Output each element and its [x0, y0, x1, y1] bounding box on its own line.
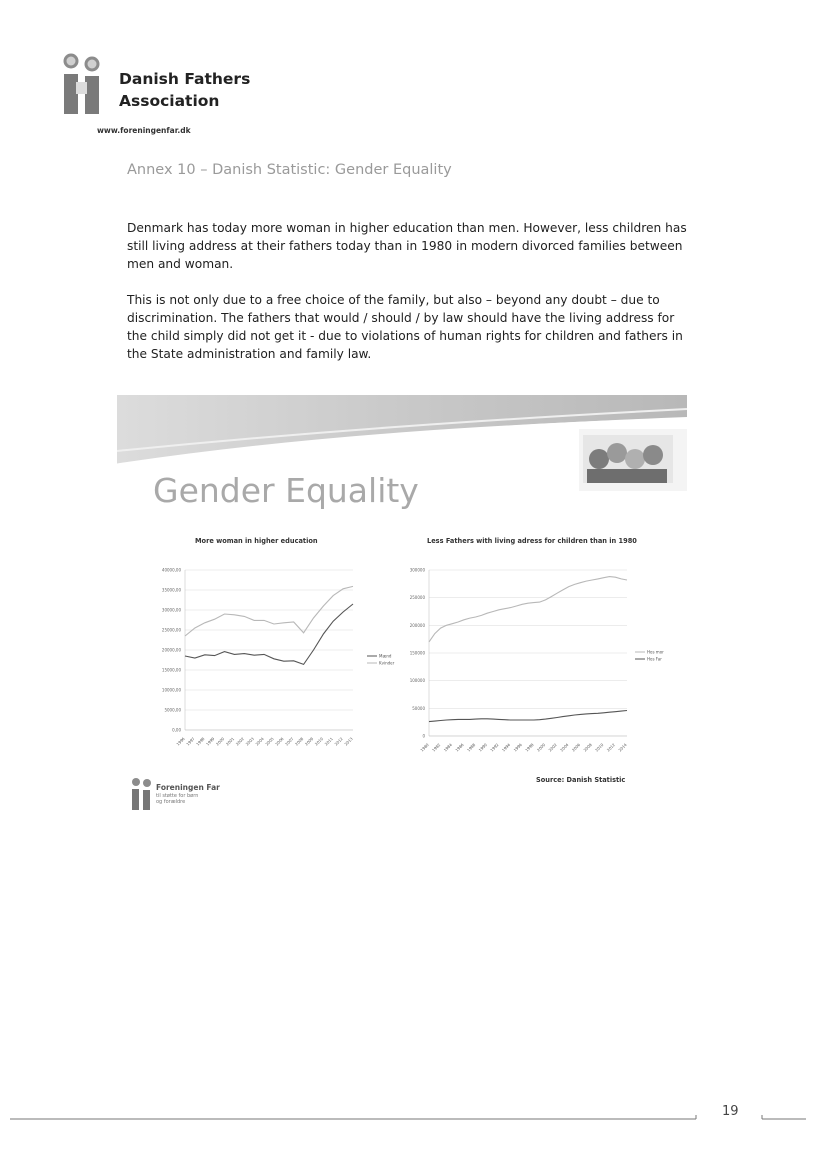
x-tick-label: 1984 — [442, 742, 454, 753]
legend-label: Kvinder — [379, 660, 395, 666]
x-tick-label: 1999 — [204, 736, 216, 747]
x-tick-label: 2013 — [343, 736, 354, 747]
x-tick-label: 1990 — [477, 742, 488, 753]
legend-label: Hos mor — [647, 649, 664, 655]
education-line-chart — [147, 560, 397, 760]
association-logo — [62, 52, 104, 116]
x-tick-label: 2008 — [582, 742, 593, 753]
x-tick-label: 2000 — [535, 742, 547, 753]
footer-rule — [10, 1115, 806, 1127]
x-tick-label: 1980 — [419, 742, 430, 753]
y-tick-label: 20000,00 — [161, 647, 181, 653]
y-tick-label: 300000 — [409, 567, 425, 573]
x-tick-label: 1997 — [185, 736, 196, 747]
paragraph-education: Denmark has today more woman in higher education than men. However, less children has still living address at their fathers today than in 1980 in modern divorced families between men and woman. — [127, 221, 687, 271]
y-tick-label: 0,00 — [172, 727, 181, 733]
y-tick-label: 10000,00 — [161, 687, 181, 693]
living-address-line-chart — [395, 560, 685, 760]
x-tick-label: 2005 — [264, 736, 275, 747]
x-tick-label: 2004 — [559, 742, 570, 753]
x-tick-label: 2008 — [293, 736, 305, 747]
y-tick-label: 50000 — [412, 705, 425, 711]
organization-name-line2: Association — [119, 92, 220, 110]
x-tick-label: 2001 — [224, 736, 236, 747]
legend-label: Mænd — [379, 653, 392, 659]
x-tick-label: 2007 — [284, 736, 295, 747]
y-tick-label: 200000 — [409, 622, 425, 628]
x-tick-label: 2002 — [234, 736, 246, 747]
y-tick-label: 15000,00 — [161, 667, 181, 673]
y-tick-label: 150000 — [409, 650, 425, 656]
x-tick-label: 2003 — [244, 736, 255, 747]
chart-title-education: More woman in higher education — [195, 537, 318, 545]
chart-title-living-address: Less Fathers with living adress for children than in 1980 — [427, 537, 637, 545]
y-tick-label: 40000,00 — [161, 567, 181, 573]
x-tick-label: 2011 — [323, 736, 334, 747]
x-tick-label: 2002 — [547, 742, 558, 753]
x-tick-label: 2006 — [570, 742, 582, 753]
series-line-0 — [185, 604, 353, 664]
x-tick-label: 2010 — [313, 736, 325, 747]
foreningen-far-logo — [131, 777, 241, 817]
y-tick-label: 250000 — [409, 595, 425, 601]
foreningen-far-logo-icon — [131, 777, 153, 811]
family-photo — [579, 429, 687, 491]
x-tick-label: 1994 — [500, 742, 512, 753]
y-tick-label: 35000,00 — [161, 587, 181, 593]
y-tick-label: 30000,00 — [161, 607, 181, 613]
slide-title: Gender Equality — [153, 471, 419, 510]
x-tick-label: 1986 — [454, 742, 465, 753]
series-line-0 — [429, 577, 627, 642]
legend-label: Hos Far — [647, 656, 662, 662]
source-note: Source: Danish Statistic — [536, 776, 626, 784]
page-number: 19 — [722, 1104, 739, 1119]
y-tick-label: 25000,00 — [161, 627, 181, 633]
x-tick-label: 2014 — [617, 742, 628, 753]
x-tick-label: 2012 — [333, 736, 344, 747]
organization-name — [119, 68, 319, 112]
x-tick-label: 2004 — [254, 736, 265, 747]
y-tick-label: 5000,00 — [164, 707, 181, 713]
x-tick-label: 1992 — [489, 742, 500, 753]
organization-name-line1: Danish Fathers — [119, 70, 251, 88]
x-tick-label: 2000 — [214, 736, 226, 747]
x-tick-label: 1998 — [524, 742, 535, 753]
gender-equality-slide — [117, 395, 687, 825]
x-tick-label: 2006 — [274, 736, 285, 747]
foreningen-far-name: Foreningen Far — [156, 783, 220, 792]
organization-url[interactable]: www.foreningenfar.dk — [97, 126, 191, 135]
x-tick-label: 2009 — [303, 736, 315, 747]
x-tick-label: 1996 — [175, 736, 186, 747]
x-tick-label: 1998 — [195, 736, 206, 747]
annex-title: Annex 10 – Danish Statistic: Gender Equality — [127, 162, 452, 178]
y-tick-label: 100000 — [409, 678, 425, 684]
x-tick-label: 1996 — [512, 742, 523, 753]
x-tick-label: 2012 — [605, 742, 617, 753]
foreningen-far-tagline-1: til støtte for børn — [156, 793, 199, 799]
paragraph-discrimination: This is not only due to a free choice of the family, but also – beyond any doubt – due to discrimination. The fathers that would / should / by law should have the living address for the child simply did not get it - due to violations of human rights for children and fathers in the State administration and family law. — [127, 293, 683, 361]
y-tick-label: 0 — [422, 733, 425, 739]
x-tick-label: 2010 — [594, 742, 605, 753]
foreningen-far-tagline-2: og forældre — [156, 799, 186, 805]
series-line-1 — [429, 711, 627, 722]
x-tick-label: 1982 — [430, 742, 442, 753]
x-tick-label: 1988 — [465, 742, 477, 753]
